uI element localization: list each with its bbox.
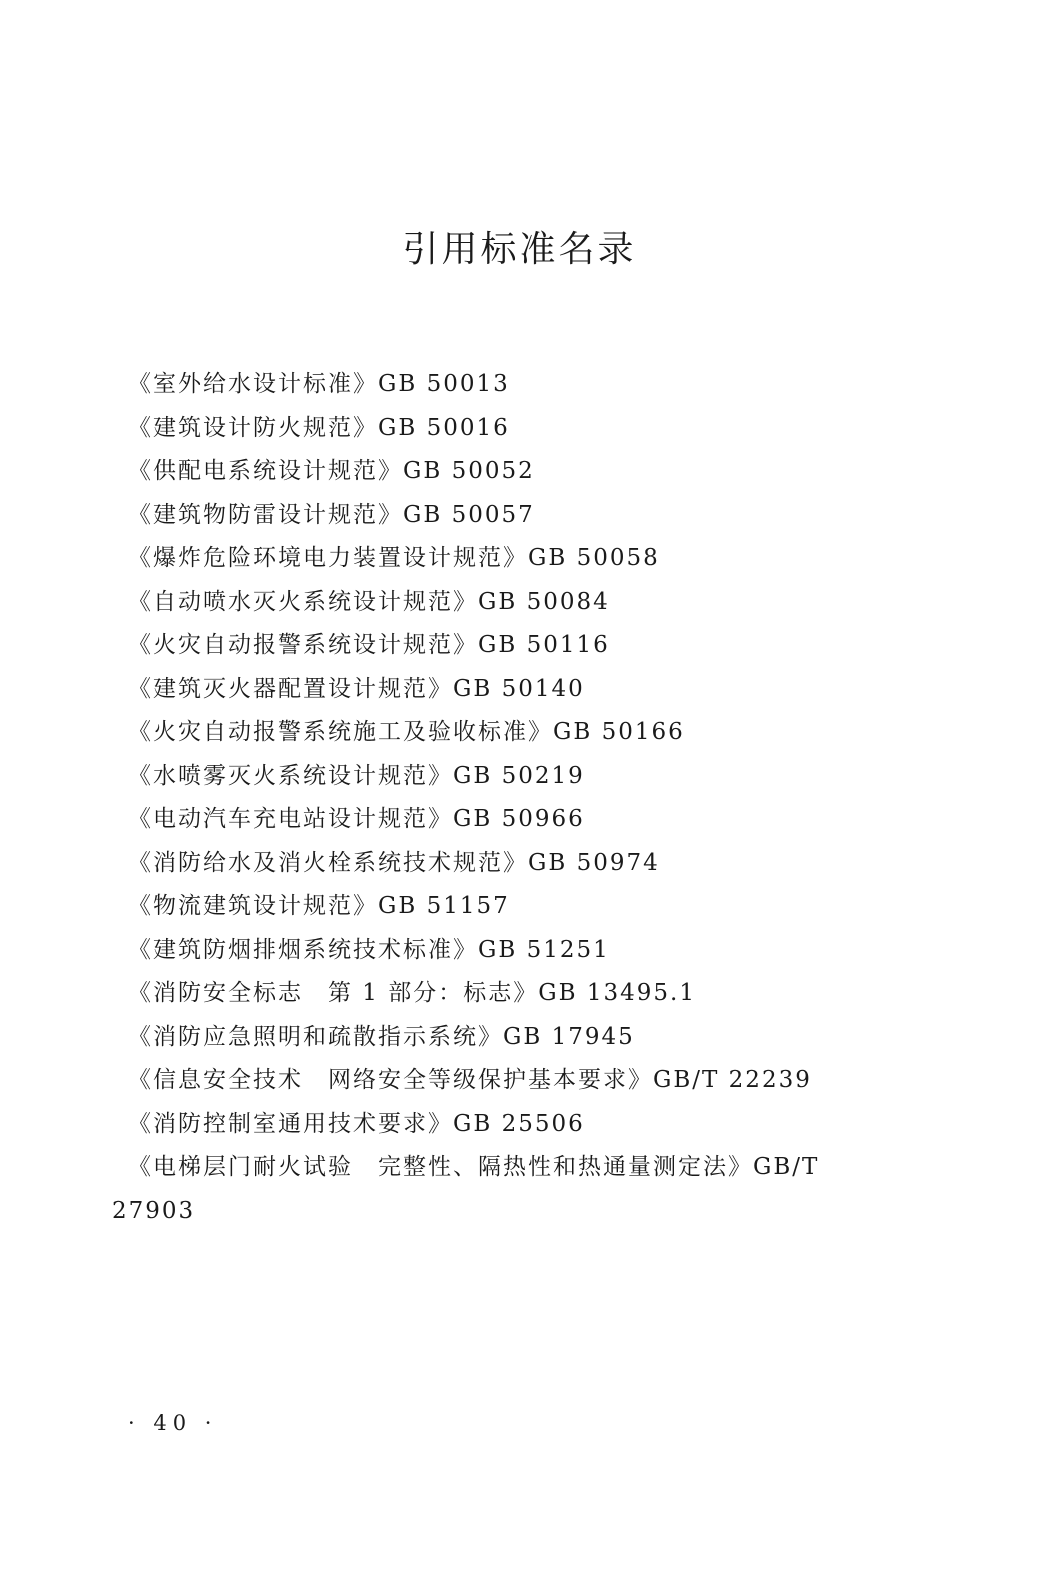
reference-entry: 《建筑设计防火规范》GB 50016 [128,414,510,441]
reference-entry [112,1146,928,1233]
reference-entry: 《火灾自动报警系统施工及验收标准》GB 50166 [128,719,685,745]
list-item [0,885,1039,929]
list-item [0,972,1039,1016]
list-item [0,581,1039,625]
list-item [0,450,1039,494]
list-item [0,1103,1039,1147]
reference-entry: 《建筑物防雷设计规范》GB 50057 [128,501,535,528]
list-item [0,929,1039,973]
list-item [0,668,1039,712]
reference-entry: 《信息安全技术 网络安全等级保护基本要求》GB/T 22239 [128,1067,812,1093]
reference-entry: 《消防给水及消火栓系统技术规范》GB 50974 [128,849,660,876]
list-item [0,1146,1039,1233]
page-title: 引用标准名录 [402,229,637,270]
list-item [0,407,1039,451]
list-item [0,842,1039,886]
reference-entry: 《消防应急照明和疏散指示系统》GB 17945 [128,1023,635,1050]
reference-entry: 《火灾自动报警系统设计规范》GB 50116 [128,632,610,658]
list-item [0,363,1039,407]
reference-entry: 《室外给水设计标准》GB 50013 [128,371,510,397]
page-number: · 40 · [128,1411,218,1435]
reference-entry: 《电动汽车充电站设计规范》GB 50966 [128,806,585,832]
list-item [0,711,1039,755]
reference-entry: 《自动喷水灭火系统设计规范》GB 50084 [128,588,610,615]
list-item [0,537,1039,581]
reference-list [0,363,1039,1233]
list-item [0,1059,1039,1103]
reference-entry: 《建筑灭火器配置设计规范》GB 50140 [128,675,585,702]
reference-entry: 《建筑防烟排烟系统技术标准》GB 51251 [128,936,610,963]
reference-entry-line2: 27903 [112,1197,196,1224]
list-item [0,798,1039,842]
list-item [0,1016,1039,1060]
reference-entry: 《供配电系统设计规范》GB 50052 [128,458,535,484]
reference-entry: 《消防控制室通用技术要求》GB 25506 [128,1110,585,1137]
reference-entry: 《水喷雾灭火系统设计规范》GB 50219 [128,762,585,789]
list-item [0,494,1039,538]
reference-entry: 《物流建筑设计规范》GB 51157 [128,893,510,919]
list-item [0,755,1039,799]
reference-entry-line1: 《电梯层门耐火试验 完整性、隔热性和热通量测定法》GB/T [128,1154,820,1180]
list-item [0,624,1039,668]
reference-entry: 《爆炸危险环境电力装置设计规范》GB 50058 [128,545,660,571]
reference-entry: 《消防安全标志 第 1 部分：标志》GB 13495.1 [128,980,696,1006]
